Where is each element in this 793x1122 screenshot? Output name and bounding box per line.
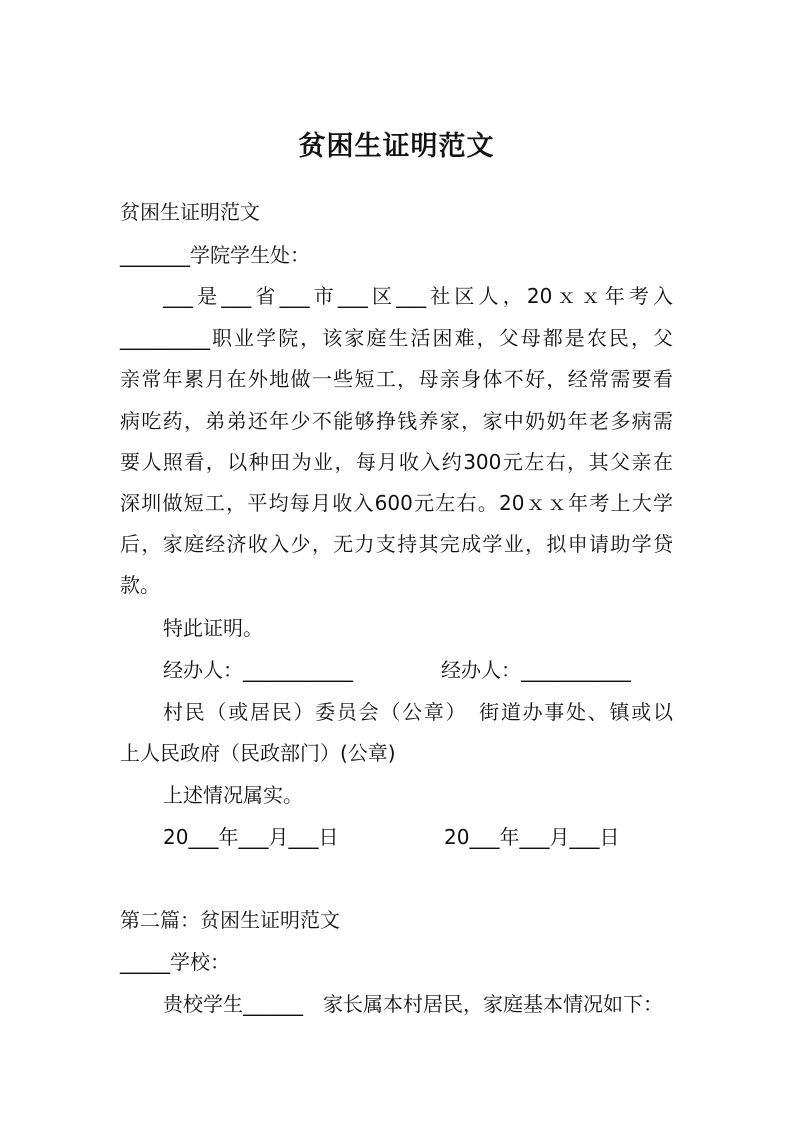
body-line: 病吃药，弟弟还年少不能够挣钱养家，家中奶奶年老多病需 bbox=[120, 409, 673, 433]
body-line: 款。 bbox=[120, 573, 160, 597]
body-line: _________职业学院，该家庭生活困难，父母都是农民，父 bbox=[120, 326, 673, 350]
body-line: 亲常年累月在外地做一些短工，母亲身体不好，经常需要看 bbox=[120, 367, 673, 391]
body-line: 要人照看，以种田为业，每月收入约300元左右，其父亲在 bbox=[120, 450, 673, 474]
body-line: ___是___省___市___区___社区人，20ｘｘ年考入 bbox=[163, 284, 673, 308]
body-line: 上述情况属实。 bbox=[163, 783, 303, 807]
body-line: 贵校学生______ 家长属本村居民，家庭基本情况如下： bbox=[163, 992, 663, 1016]
body-line: 上人民政府（民政部门）(公章) bbox=[120, 741, 396, 765]
date-left: 20___年___月___日 bbox=[163, 825, 339, 849]
body-line: _____学校： bbox=[120, 950, 230, 974]
handler-signature-left: 经办人：___________ bbox=[163, 658, 353, 682]
section-heading: 第二篇：贫困生证明范文 bbox=[120, 908, 340, 932]
body-line: 贫困生证明范文 bbox=[120, 200, 260, 224]
handler-signature-right: 经办人：___________ bbox=[441, 658, 631, 682]
body-line: 深圳做短工，平均每月收入600元左右。20ｘｘ年考上大学 bbox=[120, 491, 673, 515]
document-title: 贫困生证明范文 bbox=[298, 131, 495, 162]
body-line: 特此证明。 bbox=[163, 616, 263, 640]
body-line: _______学院学生处： bbox=[120, 243, 310, 267]
body-line: 村民（或居民）委员会（公章） 街道办事处、镇或以 bbox=[163, 700, 673, 724]
date-right: 20___年___月___日 bbox=[444, 825, 620, 849]
body-line: 后，家庭经济收入少，无力支持其完成学业，拟申请助学贷 bbox=[120, 532, 673, 556]
